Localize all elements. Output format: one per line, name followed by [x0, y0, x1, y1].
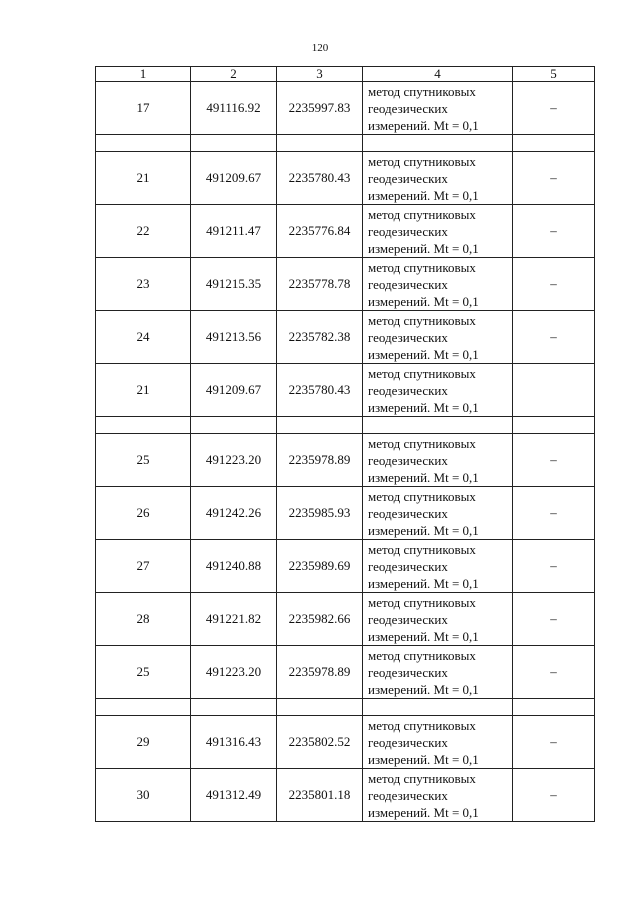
- point-number-cell: 29: [96, 716, 191, 769]
- separator-cell: [96, 135, 191, 152]
- y-coordinate-cell: 2235982.66: [277, 593, 363, 646]
- y-coordinate-cell: 2235780.43: [277, 152, 363, 205]
- x-coordinate-cell: 491316.43: [191, 716, 277, 769]
- point-number-cell: 23: [96, 258, 191, 311]
- header-cell-note: 5: [513, 67, 595, 82]
- x-coordinate-cell: 491242.26: [191, 487, 277, 540]
- separator-row: [96, 417, 595, 434]
- point-number-cell: 24: [96, 311, 191, 364]
- method-cell: метод спутниковых геодезических измерений. Mt = 0,1: [363, 593, 513, 646]
- note-cell: –: [513, 258, 595, 311]
- x-coordinate-cell: 491240.88: [191, 540, 277, 593]
- point-number-cell: 17: [96, 82, 191, 135]
- point-number-cell: 25: [96, 646, 191, 699]
- note-cell: –: [513, 152, 595, 205]
- note-cell: –: [513, 205, 595, 258]
- note-cell: –: [513, 769, 595, 822]
- table-row: [96, 434, 595, 487]
- x-coordinate-cell: 491223.20: [191, 434, 277, 487]
- coordinates-table: [95, 66, 595, 822]
- page-number: 120: [311, 42, 329, 54]
- point-number-cell: 25: [96, 434, 191, 487]
- header-cell-x: 2: [191, 67, 277, 82]
- point-number-cell: 27: [96, 540, 191, 593]
- method-cell: метод спутниковых геодезических измерений. Mt = 0,1: [363, 311, 513, 364]
- y-coordinate-cell: 2235782.38: [277, 311, 363, 364]
- table-row: [96, 82, 595, 135]
- point-number-cell: 30: [96, 769, 191, 822]
- separator-cell: [191, 699, 277, 716]
- separator-cell: [363, 699, 513, 716]
- header-cell-y: 3: [277, 67, 363, 82]
- separator-cell: [96, 417, 191, 434]
- method-cell: метод спутниковых геодезических измерений. Mt = 0,1: [363, 716, 513, 769]
- table-row: [96, 311, 595, 364]
- method-cell: метод спутниковых геодезических измерений. Mt = 0,1: [363, 364, 513, 417]
- y-coordinate-cell: 2235780.43: [277, 364, 363, 417]
- table-row: [96, 152, 595, 205]
- note-cell: [513, 364, 595, 417]
- header-cell-point: 1: [96, 67, 191, 82]
- note-cell: –: [513, 716, 595, 769]
- separator-row: [96, 699, 595, 716]
- x-coordinate-cell: 491116.92: [191, 82, 277, 135]
- separator-cell: [513, 135, 595, 152]
- table-row: [96, 716, 595, 769]
- point-number-cell: 26: [96, 487, 191, 540]
- table-body: [96, 82, 595, 822]
- method-cell: метод спутниковых геодезических измерений. Mt = 0,1: [363, 258, 513, 311]
- separator-cell: [277, 135, 363, 152]
- separator-cell: [513, 417, 595, 434]
- table-row: [96, 487, 595, 540]
- table-row: [96, 364, 595, 417]
- separator-cell: [96, 699, 191, 716]
- separator-cell: [277, 417, 363, 434]
- separator-cell: [191, 135, 277, 152]
- point-number-cell: 28: [96, 593, 191, 646]
- separator-row: [96, 135, 595, 152]
- x-coordinate-cell: 491221.82: [191, 593, 277, 646]
- y-coordinate-cell: 2235997.83: [277, 82, 363, 135]
- y-coordinate-cell: 2235985.93: [277, 487, 363, 540]
- note-cell: –: [513, 311, 595, 364]
- method-cell: метод спутниковых геодезических измерений. Mt = 0,1: [363, 434, 513, 487]
- point-number-cell: 21: [96, 364, 191, 417]
- header-row: [96, 67, 595, 82]
- method-cell: метод спутниковых геодезических измерений. Mt = 0,1: [363, 769, 513, 822]
- note-cell: –: [513, 646, 595, 699]
- method-cell: метод спутниковых геодезических измерений. Mt = 0,1: [363, 152, 513, 205]
- x-coordinate-cell: 491209.67: [191, 152, 277, 205]
- separator-cell: [513, 699, 595, 716]
- point-number-cell: 21: [96, 152, 191, 205]
- table-row: [96, 646, 595, 699]
- separator-cell: [363, 417, 513, 434]
- note-cell: –: [513, 82, 595, 135]
- y-coordinate-cell: 2235778.78: [277, 258, 363, 311]
- method-cell: метод спутниковых геодезических измерений. Mt = 0,1: [363, 82, 513, 135]
- note-cell: –: [513, 434, 595, 487]
- table-row: [96, 593, 595, 646]
- x-coordinate-cell: 491223.20: [191, 646, 277, 699]
- method-cell: метод спутниковых геодезических измерений. Mt = 0,1: [363, 646, 513, 699]
- y-coordinate-cell: 2235801.18: [277, 769, 363, 822]
- y-coordinate-cell: 2235989.69: [277, 540, 363, 593]
- y-coordinate-cell: 2235776.84: [277, 205, 363, 258]
- x-coordinate-cell: 491213.56: [191, 311, 277, 364]
- separator-cell: [363, 135, 513, 152]
- x-coordinate-cell: 491209.67: [191, 364, 277, 417]
- note-cell: –: [513, 487, 595, 540]
- x-coordinate-cell: 491215.35: [191, 258, 277, 311]
- note-cell: –: [513, 540, 595, 593]
- x-coordinate-cell: 491211.47: [191, 205, 277, 258]
- y-coordinate-cell: 2235978.89: [277, 646, 363, 699]
- method-cell: метод спутниковых геодезических измерений. Mt = 0,1: [363, 487, 513, 540]
- header-cell-method: 4: [363, 67, 513, 82]
- method-cell: метод спутниковых геодезических измерений. Mt = 0,1: [363, 205, 513, 258]
- note-cell: –: [513, 593, 595, 646]
- table-row: [96, 540, 595, 593]
- method-cell: метод спутниковых геодезических измерений. Mt = 0,1: [363, 540, 513, 593]
- table-row: [96, 205, 595, 258]
- x-coordinate-cell: 491312.49: [191, 769, 277, 822]
- y-coordinate-cell: 2235978.89: [277, 434, 363, 487]
- table-row: [96, 769, 595, 822]
- separator-cell: [191, 417, 277, 434]
- point-number-cell: 22: [96, 205, 191, 258]
- separator-cell: [277, 699, 363, 716]
- table-row: [96, 258, 595, 311]
- y-coordinate-cell: 2235802.52: [277, 716, 363, 769]
